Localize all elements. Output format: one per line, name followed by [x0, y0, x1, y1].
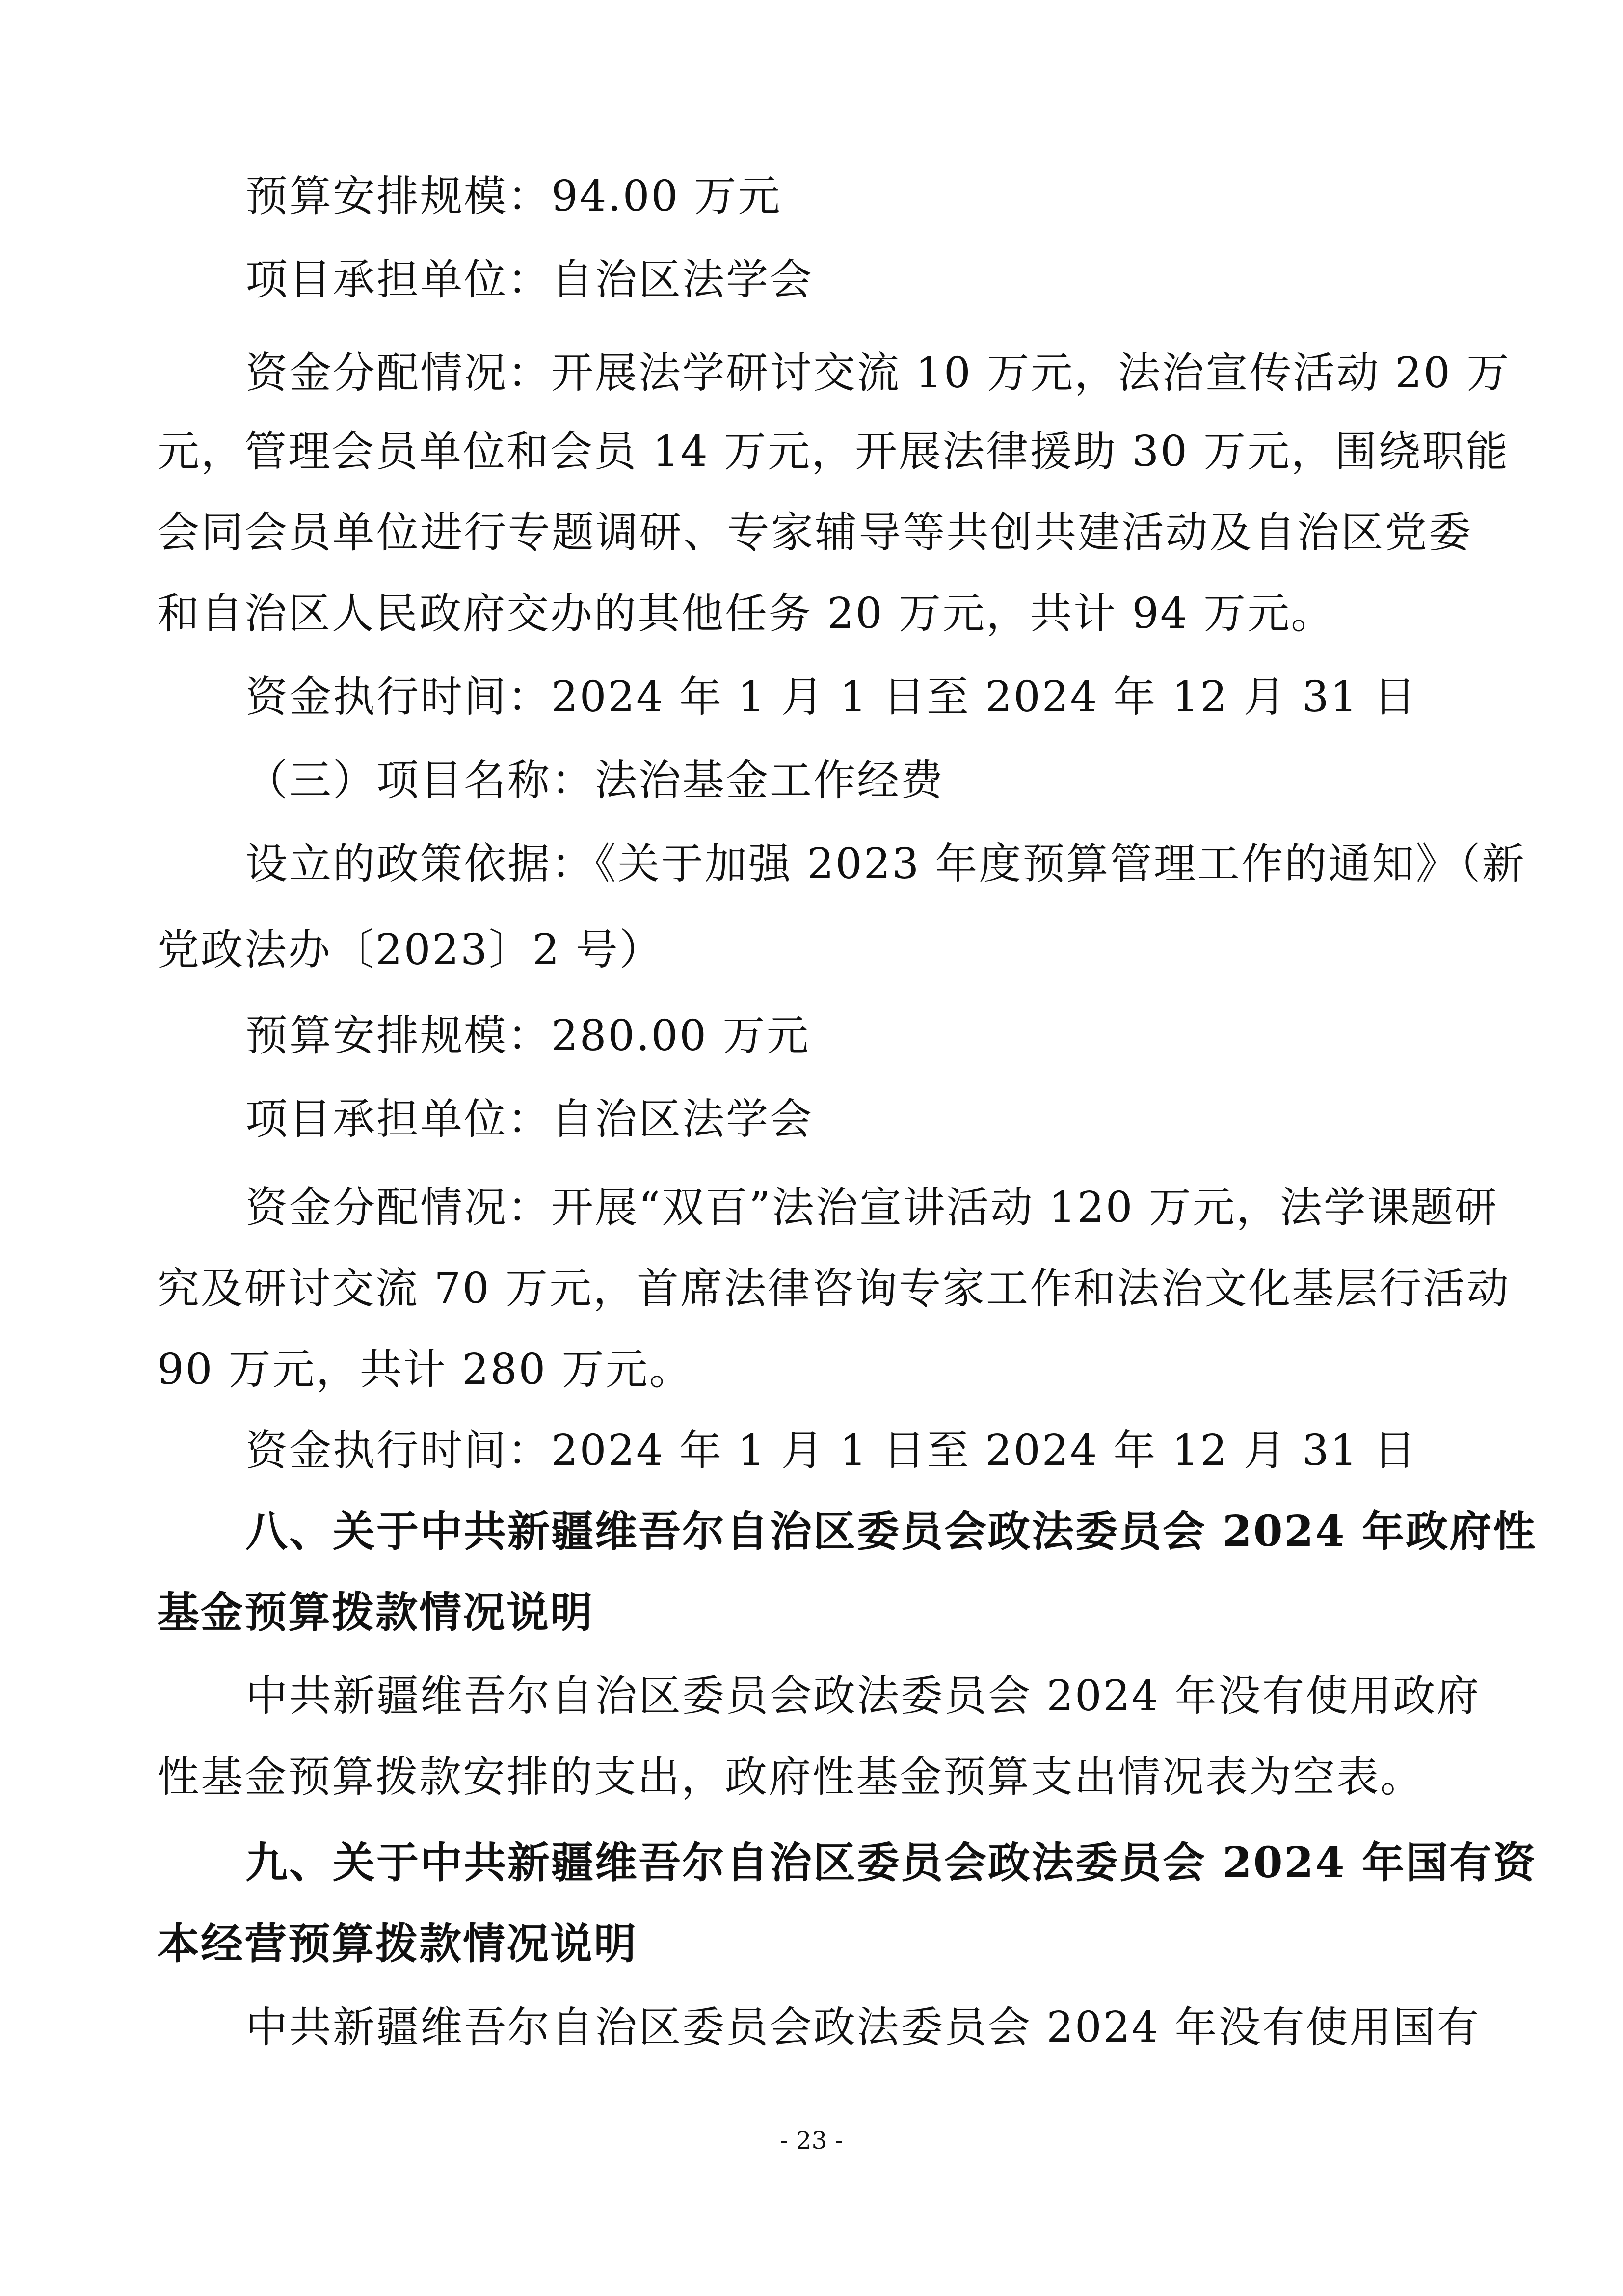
section-eight-paragraph: 中共新疆维吾尔自治区委员会政法委员会 2024 年没有使用政府 — [245, 1672, 1481, 1721]
page-number: - 23 - — [779, 2126, 844, 2155]
section-nine-heading: 九、关于中共新疆维吾尔自治区委员会政法委员会 2024 年国有资 — [245, 1838, 1537, 1888]
fund-allocation-line: 究及研讨交流 70 万元，首席法律咨询专家工作和法治文化基层行活动 — [157, 1264, 1511, 1313]
section-nine-paragraph: 中共新疆维吾尔自治区委员会政法委员会 2024 年没有使用国有 — [245, 2003, 1481, 2052]
policy-basis-line: 党政法办〔2023〕2 号） — [157, 925, 663, 974]
fund-allocation-line: 会同会员单位进行专题调研、专家辅导等共创共建活动及自治区党委 — [157, 508, 1472, 557]
budget-scale-line: 预算安排规模：280.00 万元 — [245, 1011, 810, 1060]
section-eight-heading: 八、关于中共新疆维吾尔自治区委员会政法委员会 2024 年政府性 — [245, 1507, 1537, 1556]
fund-allocation-line: 资金分配情况：开展法学研讨交流 10 万元，法治宣传活动 20 万 — [245, 349, 1511, 398]
undertaking-unit-line: 项目承担单位：自治区法学会 — [245, 255, 813, 304]
execution-time-line: 资金执行时间：2024 年 1 月 1 日至 2024 年 12 月 31 日 — [245, 1426, 1417, 1475]
fund-allocation-line: 资金分配情况：开展“双百”法治宣讲活动 120 万元，法学课题研 — [245, 1183, 1498, 1232]
policy-basis-line: 设立的政策依据：《关于加强 2023 年度预算管理工作的通知》（新 — [245, 839, 1526, 889]
execution-time-line: 资金执行时间：2024 年 1 月 1 日至 2024 年 12 月 31 日 — [245, 673, 1417, 722]
budget-scale-line: 预算安排规模：94.00 万元 — [245, 172, 782, 221]
project-heading: （三）项目名称：法治基金工作经费 — [245, 756, 944, 805]
fund-allocation-line: 和自治区人民政府交办的其他任务 20 万元，共计 94 万元。 — [157, 589, 1335, 638]
section-eight-paragraph: 性基金预算拨款安排的支出，政府性基金预算支出情况表为空表。 — [157, 1753, 1424, 1802]
fund-allocation-line: 90 万元，共计 280 万元。 — [157, 1345, 693, 1394]
section-eight-heading: 基金预算拨款情况说明 — [157, 1588, 594, 1637]
undertaking-unit-line: 项目承担单位：自治区法学会 — [245, 1095, 813, 1144]
section-nine-heading: 本经营预算拨款情况说明 — [157, 1919, 638, 1969]
fund-allocation-line: 元，管理会员单位和会员 14 万元，开展法律援助 30 万元，围绕职能 — [157, 427, 1510, 476]
